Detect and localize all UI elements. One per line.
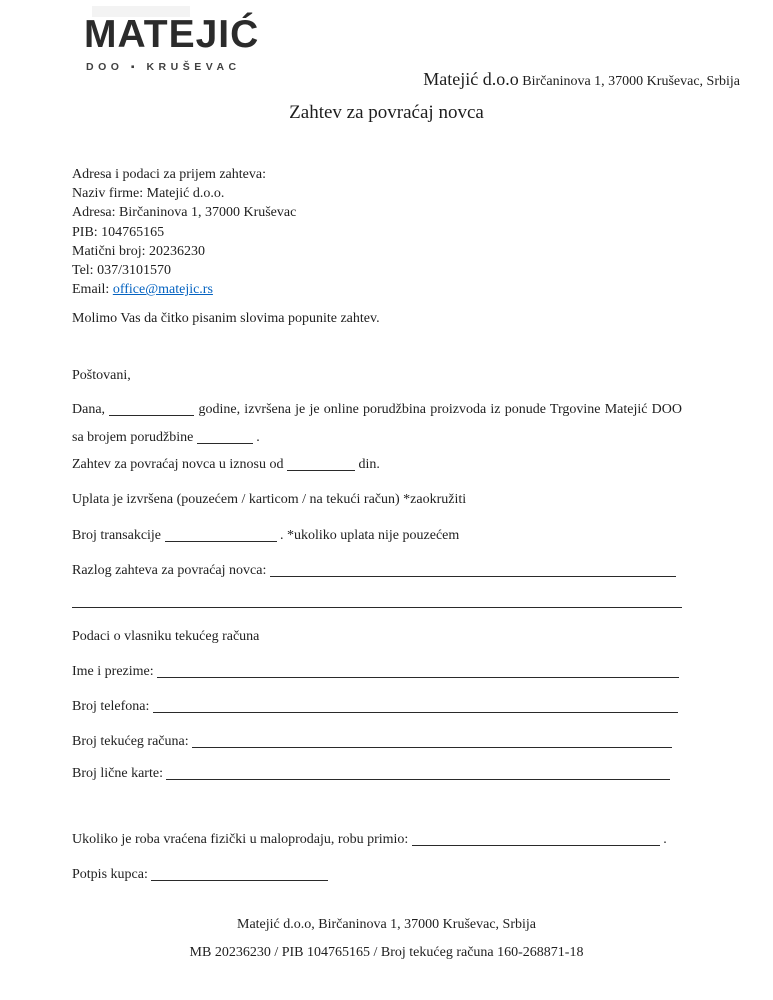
owner-section-title: Podaci o vlasniku tekućeg računa [72, 629, 260, 644]
goods-received-blank-line [412, 844, 660, 846]
goods-received-period: . [663, 832, 667, 847]
owner-idcard-label: Broj lične karte: [72, 766, 163, 781]
refund-amount-row [72, 457, 380, 473]
payment-method-row: Uplata je izvršena (pouzećem / karticom / na tekući račun) *zaokružiti [72, 492, 467, 507]
footer-company-line: Matejić d.o.o, Birčaninova 1, 37000 Kruševac, Srbija [237, 917, 536, 932]
buyer-signature-row [72, 867, 328, 883]
order-date-label: Dana, [72, 402, 106, 417]
recipient-pib: PIB: 104765165 [72, 224, 165, 240]
order-paragraph [72, 402, 682, 446]
order-number-label: sa brojem porudžbine [72, 430, 194, 445]
transaction-number-label: Broj transakcije [72, 528, 162, 543]
goods-received-row [72, 832, 667, 848]
instruction-note: Molimo Vas da čitko pisanim slovima popunite zahtev. [72, 311, 380, 326]
order-paragraph-period: . [256, 430, 260, 445]
company-logo-subtitle: DOO ▪ KRUŠEVAC [86, 61, 241, 73]
owner-phone-blank-line [153, 711, 678, 713]
footer-registration-line: MB 20236230 / PIB 104765165 / Broj tekućeg računa 160-268871-18 [189, 945, 584, 960]
owner-name-blank-line [157, 676, 679, 678]
recipient-heading: Adresa i podaci za prijem zahteva: [72, 167, 266, 182]
refund-amount-unit: din. [358, 457, 380, 472]
refund-amount-blank-line [287, 469, 355, 471]
owner-account-row [72, 734, 672, 750]
recipient-company-name: Naziv firme: Matejić d.o.o. [72, 186, 225, 202]
recipient-reg-number: Matični broj: 20236230 [72, 243, 205, 259]
refund-reason-row2 [72, 594, 682, 610]
recipient-email-row [72, 280, 296, 299]
refund-amount-label: Zahtev za povraćaj novca u iznosu od [72, 457, 284, 472]
refund-reason-label: Razlog zahteva za povraćaj novca: [72, 563, 267, 578]
refund-reason-blank-line2 [72, 606, 682, 608]
owner-name-row [72, 664, 679, 680]
company-logo: MATEJIĆ [84, 13, 260, 56]
salutation: Poštovani, [72, 368, 131, 383]
order-date-blank-line [109, 414, 194, 416]
order-paragraph-line1 [72, 402, 682, 430]
email-link[interactable]: office@matejic.rs [112, 282, 213, 298]
owner-phone-label: Broj telefona: [72, 699, 150, 714]
refund-reason-row [72, 563, 676, 579]
refund-reason-blank-line1 [270, 575, 676, 577]
transaction-number-blank-line [165, 540, 277, 542]
owner-account-blank-line [192, 746, 672, 748]
transaction-number-note: . *ukoliko uplata nije pouzećem [280, 528, 460, 543]
email-label: Email: [72, 282, 110, 298]
order-number-blank-line [197, 442, 253, 444]
order-paragraph-line2 [72, 430, 682, 446]
buyer-signature-blank-line [151, 879, 328, 881]
recipient-info-block [72, 165, 296, 299]
recipient-phone: Tel: 037/3101570 [72, 263, 171, 279]
recipient-address: Adresa: Birčaninova 1, 37000 Kruševac [72, 205, 297, 221]
page-title: Zahtev za povraćaj novca [289, 102, 484, 123]
owner-idcard-blank-line [166, 778, 670, 780]
buyer-signature-label: Potpis kupca: [72, 867, 148, 882]
header-company-name: Matejić d.o.o [423, 69, 519, 89]
order-paragraph-text: godine, izvršena je je online porudžbina proizvoda iz ponude Trgovine Matejić DOO [198, 402, 682, 417]
owner-account-label: Broj tekućeg računa: [72, 734, 189, 749]
owner-name-label: Ime i prezime: [72, 664, 154, 679]
owner-phone-row [72, 699, 678, 715]
header-company-line [423, 69, 740, 90]
goods-received-label: Ukoliko je roba vraćena fizički u maloprodaju, robu primio: [72, 832, 409, 847]
header-company-address: Birčaninova 1, 37000 Kruševac, Srbija [522, 74, 740, 89]
owner-idcard-row [72, 766, 670, 782]
transaction-number-row [72, 528, 459, 544]
